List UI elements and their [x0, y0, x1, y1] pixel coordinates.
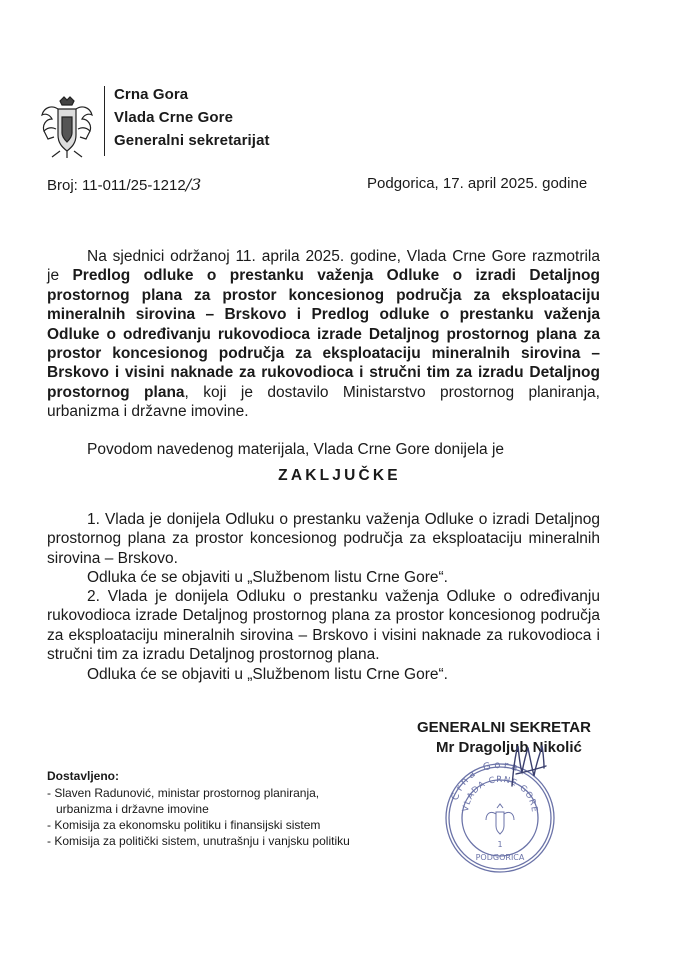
distribution-item: - Komisija za politički sistem, unutrašnju i vanjsku politiku [47, 834, 350, 848]
signatory-title: GENERALNI SEKRETAR [417, 719, 591, 736]
conclusion-2: 2. Vlada je donijela Odluku o prestanku važenja Odluke o određivanju rukovodioca izrade Detaljnog prostornog plana za prostor koncesionog područja za eksploataciju mineralnih sirovina – Brskovo i visini naknade za rukovodioca i stručni tim za izradu Detaljnog prostornog plana. [47, 588, 600, 664]
stamp-emblem-icon [486, 804, 514, 834]
decision-lead: Povodom navedenog materijala, Vlada Crne Gore donijela je [87, 441, 505, 458]
stamp-inner-text: VLADA CRNE GORE [460, 774, 540, 814]
distribution-label: Dostavljeno: [47, 769, 120, 783]
official-stamp [416, 742, 576, 882]
distribution-item: - Komisija za ekonomsku politiku i finansijski sistem [47, 818, 321, 832]
conclusion-1: 1. Vlada je donijela Odluku o prestanku važenja Odluke o izradi Detaljnog prostornog plana za prostor koncesionog područja za eksploataciju mineralnih sirovina – Brskovo. [47, 511, 600, 567]
intro-paragraph: Na sjednici održanoj 11. aprila 2025. godine, Vlada Crne Gore razmotrila je Predlog odluke o prestanku važenja Odluke o izradi Detaljnog prostornog plana za prostor koncesionog područja za eksploataciju mineralnih sirovina – Brskovo i Predlog odluke o prestanku važenja Odluke o određivanju rukovodioca izrade Detaljnog prostornog plana za prostor koncesionog područja za eksploataciju mineralnih sirovina – Brskovo i visini naknade za rukovodioca i stručni tim za izradu Detaljnog prostornog plana, koji je dostavilo Ministarstvo prostornog planiranja, urbanizma i državne imovine. [47, 248, 600, 421]
header-country: Crna Gora [114, 86, 189, 103]
handwritten-suffix: /3 [185, 175, 202, 194]
stamp-city: PODGORICA [475, 853, 525, 862]
header-divider [104, 86, 105, 156]
conclusion-1-note: Odluka će se objaviti u „Službenom listu Crne Gore“. [87, 569, 448, 586]
coat-of-arms-icon [38, 95, 96, 159]
header-secretariat: Generalni sekretarijat [114, 132, 270, 149]
reference-number: Broj: 11-011/25-1212/3 [47, 175, 202, 194]
place-date: Podgorica, 17. april 2025. godine [367, 175, 588, 192]
header-government: Vlada Crne Gore [114, 109, 234, 126]
distribution-item-continued: urbanizma i državne imovine [56, 802, 209, 816]
conclusions-title: ZAKLJUČKE [278, 467, 401, 484]
distribution-item: - Slaven Radunović, ministar prostornog planiranja, [47, 786, 320, 800]
signatory-name: Mr Dragoljub Nikolić [436, 739, 582, 756]
conclusion-2-note: Odluka će se objaviti u „Službenom listu Crne Gore“. [87, 666, 448, 683]
stamp-number: 1 [497, 840, 503, 849]
stamp-outer-text: Crna Gora [449, 759, 522, 803]
